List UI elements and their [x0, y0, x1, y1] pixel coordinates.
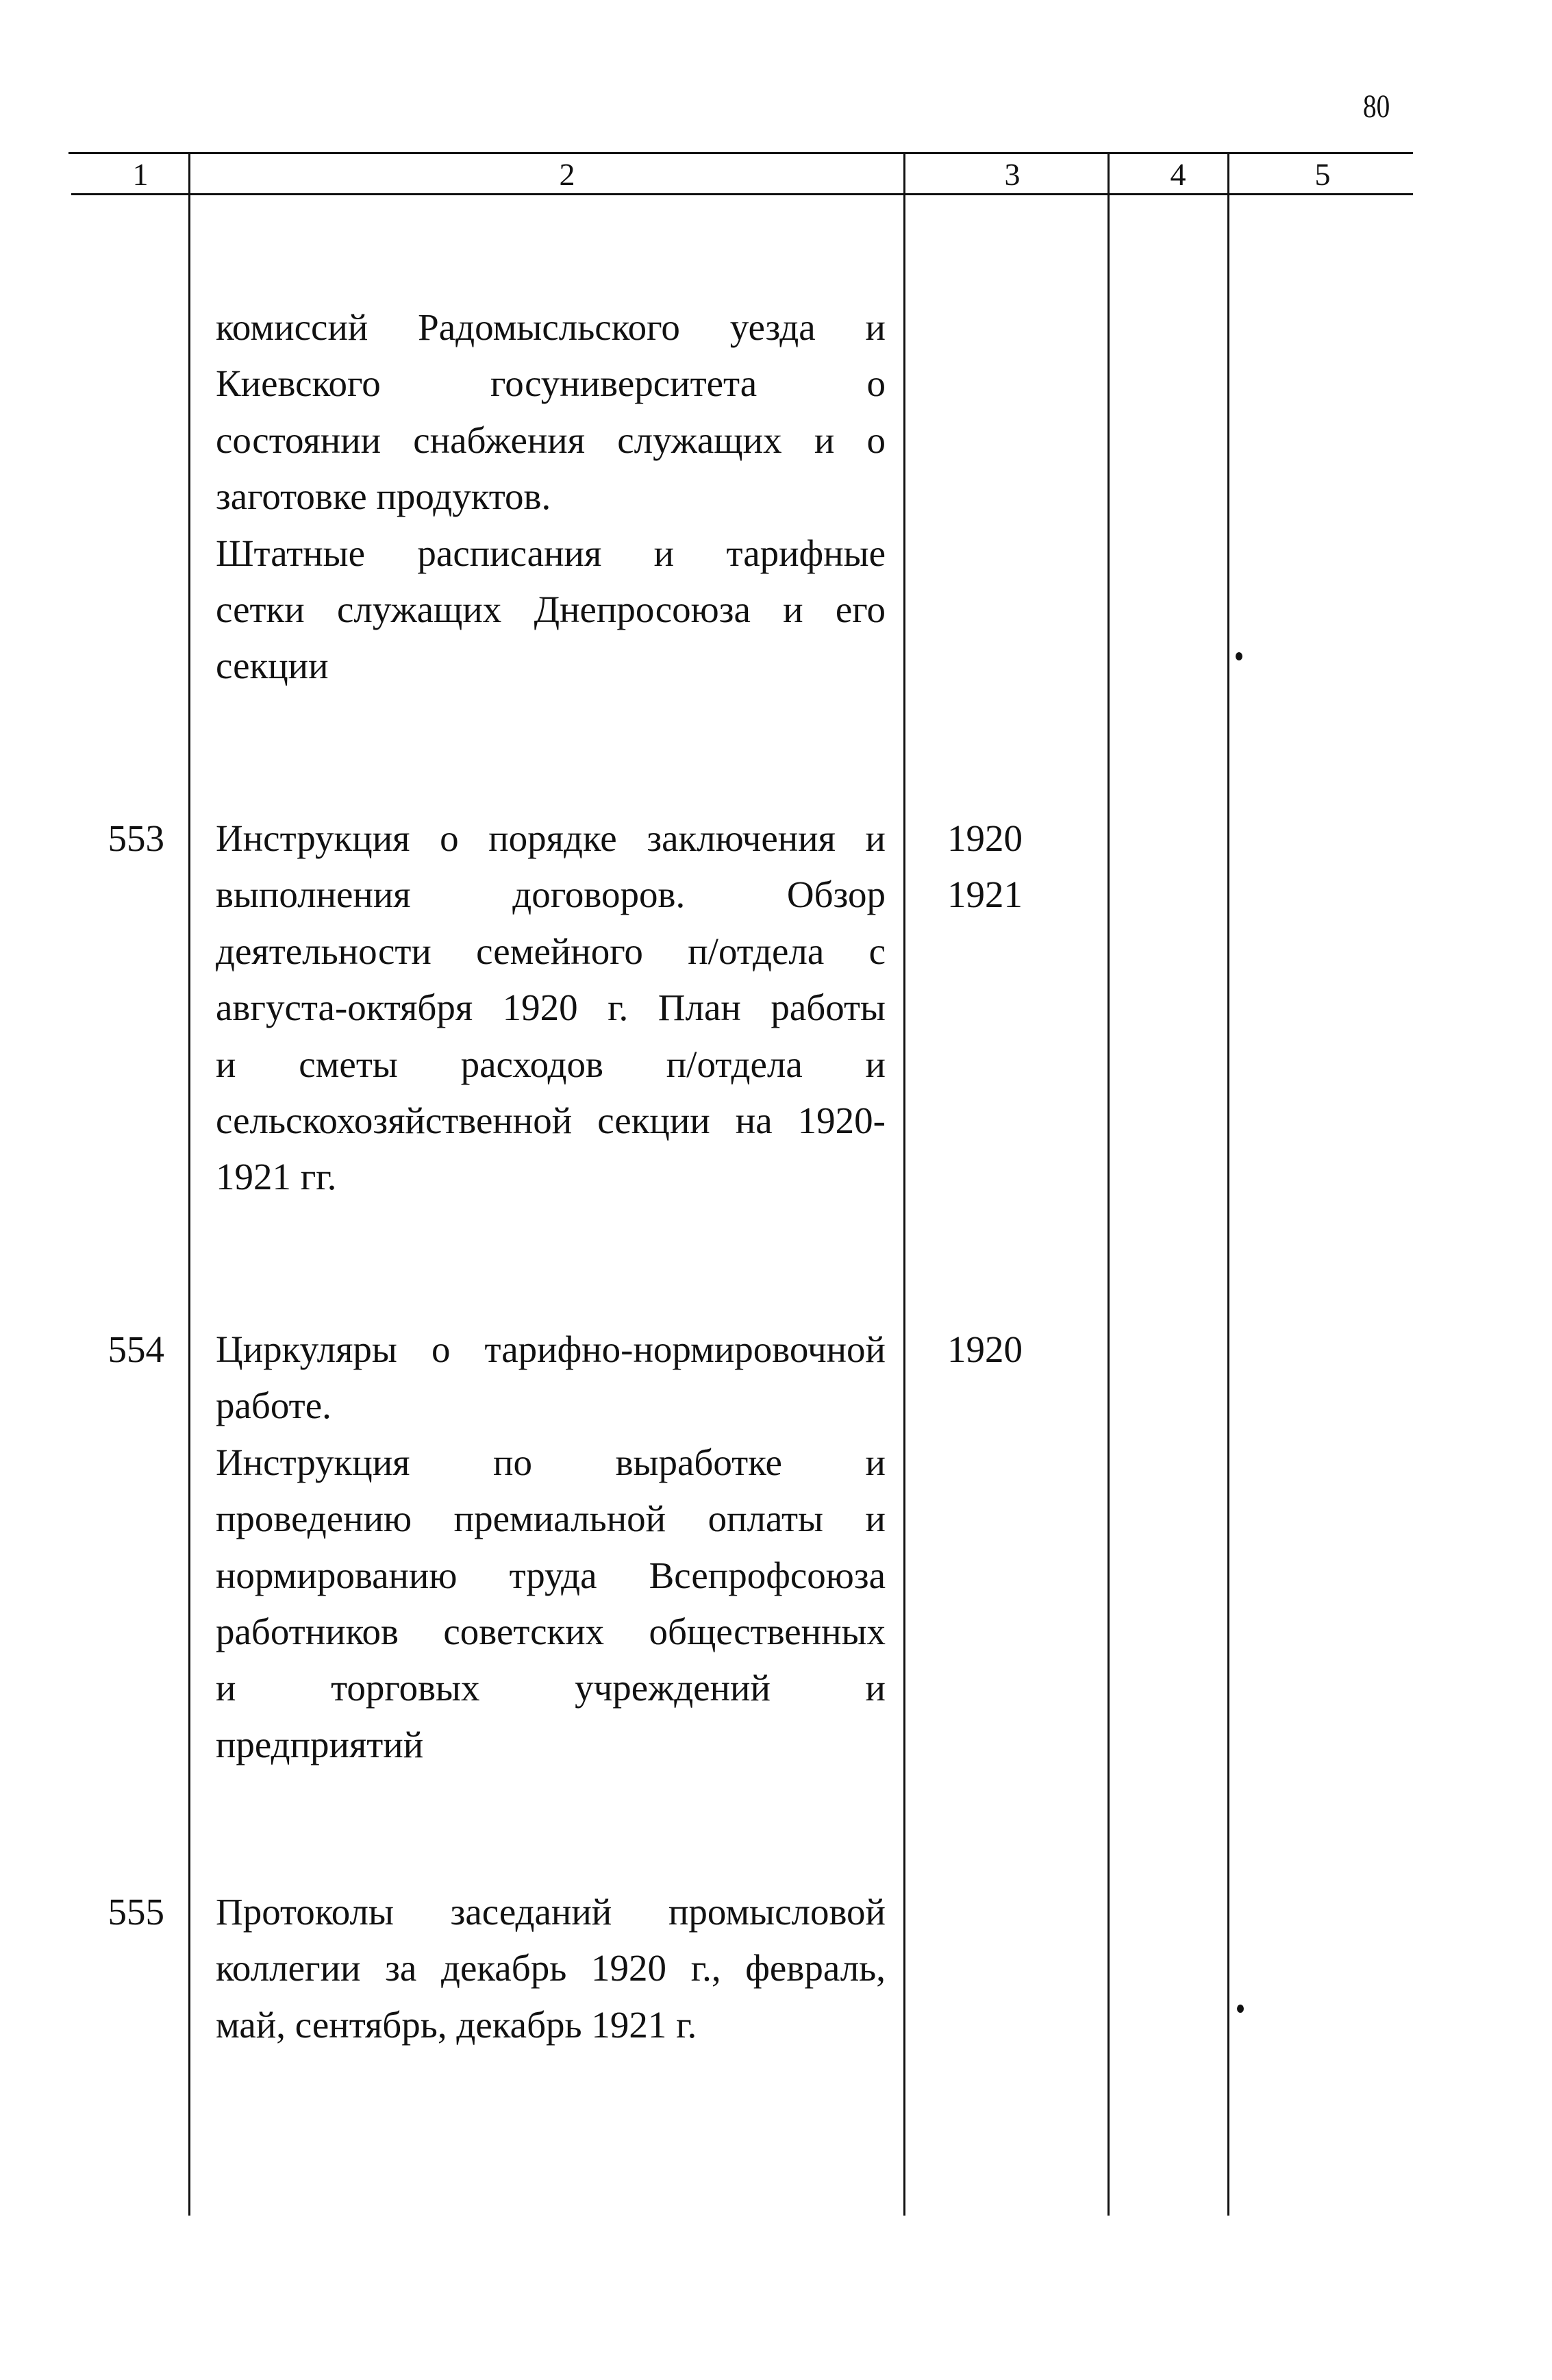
description-line: и сметы расходов п/отдела и	[216, 1043, 886, 1085]
column-divider-1-2	[188, 152, 190, 2216]
description-line: Штатные расписания и тарифные	[216, 532, 886, 574]
description-line: работников советских общественных	[216, 1610, 886, 1652]
row-number-554: 554	[108, 1328, 164, 1370]
description-line: выполнения договоров. Обзор	[216, 873, 886, 916]
description-line: Инструкция по выработке и	[216, 1441, 886, 1483]
header-bottom-rule	[71, 193, 1413, 195]
description-line: комиссий Радомысльского уезда и	[216, 306, 886, 348]
row-number-555: 555	[108, 1891, 164, 1933]
column-header-3: 3	[1004, 157, 1021, 192]
year-value: 1921	[947, 873, 1023, 916]
column-divider-3-4	[1107, 152, 1110, 2216]
description-line: предприятий	[216, 1723, 424, 1765]
column-header-2: 2	[559, 157, 575, 192]
column-header-4: 4	[1170, 157, 1186, 192]
description-line: нормированию труда Всепрофсоюза	[216, 1554, 886, 1596]
mark-dot-icon	[1236, 652, 1242, 660]
column-header-1: 1	[132, 157, 149, 192]
page-number: 80	[1363, 88, 1390, 125]
description-line: состоянии снабжения служащих и о	[216, 419, 886, 461]
table-row-553-description	[216, 810, 886, 1206]
table-row-555-description	[216, 1884, 886, 2053]
description-line: 1921 гг.	[216, 1156, 337, 1198]
table-row-continuation-description	[216, 299, 886, 695]
description-line: деятельности семейного п/отдела с	[216, 930, 886, 972]
description-line: Инструкция о порядке заключения и	[216, 817, 886, 859]
table-row-554-years	[947, 1322, 1084, 1378]
column-divider-4-5	[1227, 152, 1229, 2216]
year-value: 1920	[947, 817, 1023, 859]
table-row-554-description	[216, 1322, 886, 1773]
description-line: коллегии за декабрь 1920 г., февраль,	[216, 1947, 886, 1989]
description-line: Циркуляры о тарифно-нормировочной	[216, 1328, 886, 1370]
table-row-553-years	[947, 810, 1084, 924]
column-header-5: 5	[1314, 157, 1331, 192]
description-line: работе.	[216, 1385, 331, 1427]
description-line: Киевского госуниверситета о	[216, 362, 886, 405]
description-line: Протоколы заседаний промысловой	[216, 1891, 886, 1933]
header-top-rule	[68, 152, 1413, 154]
description-line: заготовке продуктов.	[216, 475, 551, 518]
description-line: проведению премиальной оплаты и	[216, 1498, 886, 1540]
description-line: сельскохозяйственной секции на 1920-	[216, 1099, 886, 1141]
description-line: сетки служащих Днепросоюза и его	[216, 588, 886, 630]
description-line: и торговых учреждений и	[216, 1667, 886, 1709]
column-divider-2-3	[903, 152, 905, 2216]
year-value: 1920	[947, 1328, 1023, 1370]
description-line: май, сентябрь, декабрь 1921 г.	[216, 2003, 697, 2046]
row-number-553: 553	[108, 817, 164, 859]
mark-dot-icon	[1237, 2005, 1244, 2013]
description-line: секции	[216, 645, 329, 687]
description-line: августа-октября 1920 г. План работы	[216, 987, 886, 1029]
